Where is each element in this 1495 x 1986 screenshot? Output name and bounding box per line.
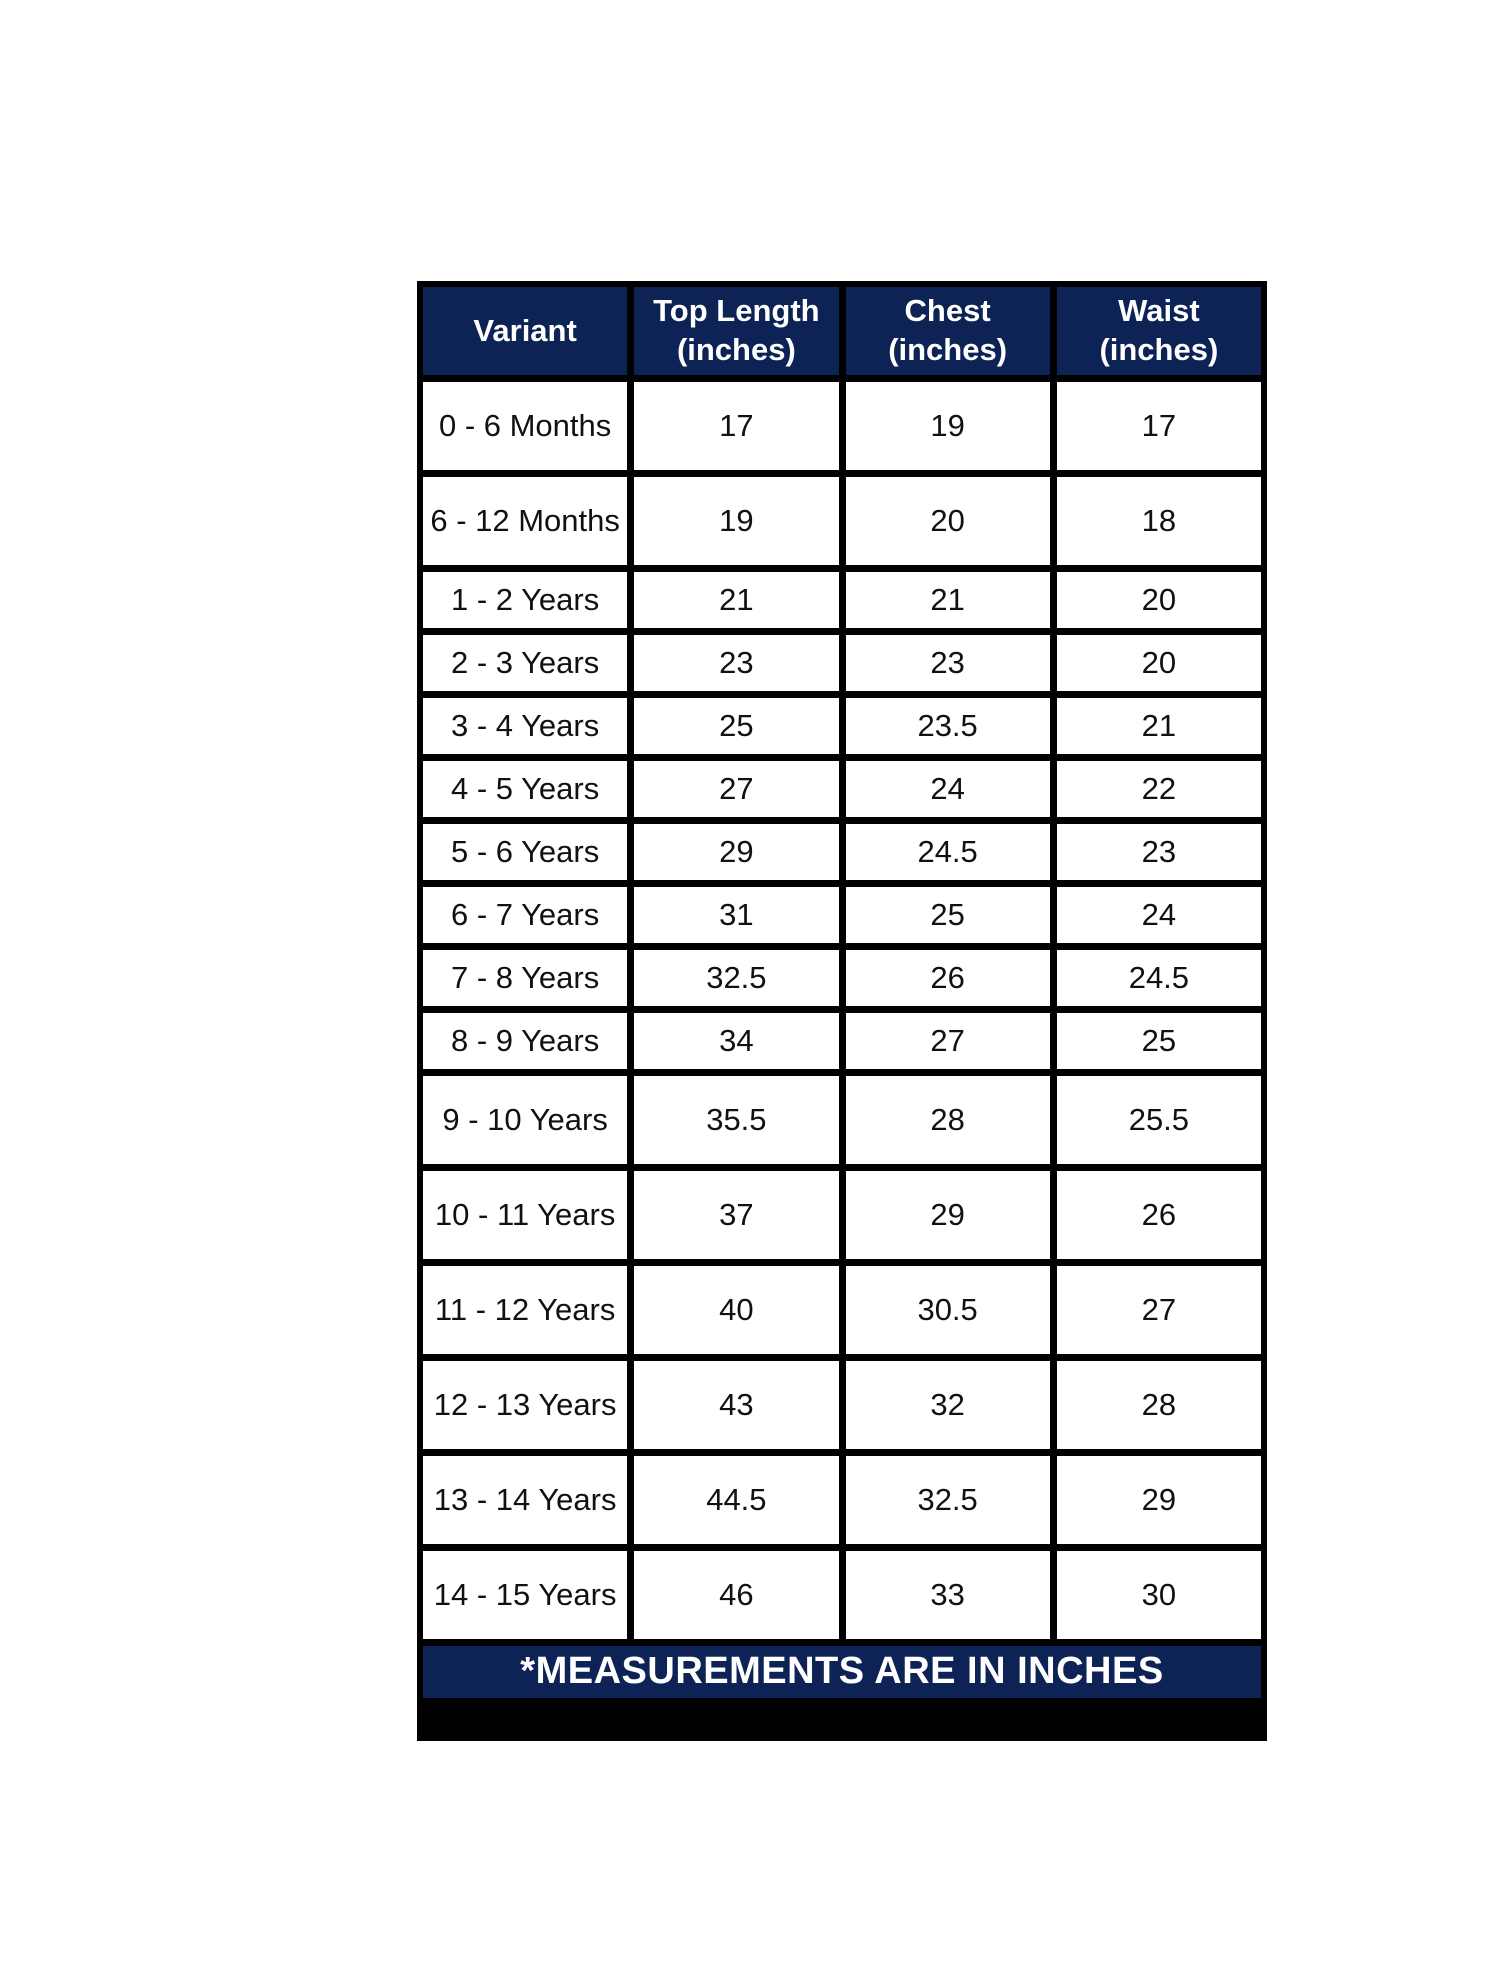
size-chart	[417, 281, 1267, 1741]
variant-cell: 8 - 9 Years	[423, 1013, 627, 1069]
table-body	[423, 382, 1261, 1639]
waist-cell: 25.5	[1057, 1076, 1261, 1164]
waist-cell: 23	[1057, 824, 1261, 880]
chest-cell: 32.5	[846, 1456, 1050, 1544]
chest-cell: 20	[846, 477, 1050, 565]
top-length-cell: 29	[634, 824, 838, 880]
top-length-cell: 21	[634, 572, 838, 628]
waist-cell: 21	[1057, 698, 1261, 754]
top-length-cell: 25	[634, 698, 838, 754]
waist-cell: 17	[1057, 382, 1261, 470]
variant-cell: 12 - 13 Years	[423, 1361, 627, 1449]
table-row	[423, 698, 1261, 754]
footer-row	[423, 1646, 1261, 1698]
variant-cell: 14 - 15 Years	[423, 1551, 627, 1639]
chest-cell: 23	[846, 635, 1050, 691]
variant-cell: 0 - 6 Months	[423, 382, 627, 470]
variant-cell: 6 - 12 Months	[423, 477, 627, 565]
waist-cell: 18	[1057, 477, 1261, 565]
chest-cell: 26	[846, 950, 1050, 1006]
size-table	[416, 280, 1268, 1705]
variant-cell: 4 - 5 Years	[423, 761, 627, 817]
waist-cell: 24	[1057, 887, 1261, 943]
waist-cell: 28	[1057, 1361, 1261, 1449]
header-variant: Variant	[423, 287, 627, 375]
variant-cell: 5 - 6 Years	[423, 824, 627, 880]
table-row	[423, 572, 1261, 628]
table-row	[423, 477, 1261, 565]
table-row	[423, 635, 1261, 691]
top-length-cell: 17	[634, 382, 838, 470]
top-length-cell: 31	[634, 887, 838, 943]
table-row	[423, 950, 1261, 1006]
chest-cell: 33	[846, 1551, 1050, 1639]
waist-cell: 26	[1057, 1171, 1261, 1259]
header-row	[423, 287, 1261, 375]
chest-cell: 21	[846, 572, 1050, 628]
table-row	[423, 1551, 1261, 1639]
table-row	[423, 382, 1261, 470]
chest-cell: 24.5	[846, 824, 1050, 880]
waist-cell: 27	[1057, 1266, 1261, 1354]
header-chest: Chest (inches)	[846, 287, 1050, 375]
top-length-cell: 34	[634, 1013, 838, 1069]
footer-note: *MEASUREMENTS ARE IN INCHES	[423, 1646, 1261, 1698]
waist-cell: 25	[1057, 1013, 1261, 1069]
top-length-cell: 46	[634, 1551, 838, 1639]
table-row	[423, 824, 1261, 880]
variant-cell: 3 - 4 Years	[423, 698, 627, 754]
top-length-cell: 37	[634, 1171, 838, 1259]
variant-cell: 2 - 3 Years	[423, 635, 627, 691]
table-row	[423, 1361, 1261, 1449]
chest-cell: 30.5	[846, 1266, 1050, 1354]
top-length-cell: 35.5	[634, 1076, 838, 1164]
table-row	[423, 887, 1261, 943]
variant-cell: 9 - 10 Years	[423, 1076, 627, 1164]
top-length-cell: 40	[634, 1266, 838, 1354]
chest-cell: 19	[846, 382, 1050, 470]
top-length-cell: 23	[634, 635, 838, 691]
table-row	[423, 1266, 1261, 1354]
variant-cell: 7 - 8 Years	[423, 950, 627, 1006]
table-row	[423, 1456, 1261, 1544]
variant-cell: 6 - 7 Years	[423, 887, 627, 943]
header-top-length: Top Length (inches)	[634, 287, 838, 375]
variant-cell: 11 - 12 Years	[423, 1266, 627, 1354]
variant-cell: 1 - 2 Years	[423, 572, 627, 628]
chest-cell: 27	[846, 1013, 1050, 1069]
chest-cell: 29	[846, 1171, 1050, 1259]
waist-cell: 30	[1057, 1551, 1261, 1639]
chest-cell: 25	[846, 887, 1050, 943]
variant-cell: 13 - 14 Years	[423, 1456, 627, 1544]
top-length-cell: 44.5	[634, 1456, 838, 1544]
header-waist: Waist (inches)	[1057, 287, 1261, 375]
waist-cell: 24.5	[1057, 950, 1261, 1006]
top-length-cell: 27	[634, 761, 838, 817]
variant-cell: 10 - 11 Years	[423, 1171, 627, 1259]
table-row	[423, 1013, 1261, 1069]
chest-cell: 32	[846, 1361, 1050, 1449]
top-length-cell: 43	[634, 1361, 838, 1449]
table-row	[423, 1171, 1261, 1259]
waist-cell: 22	[1057, 761, 1261, 817]
waist-cell: 20	[1057, 572, 1261, 628]
chest-cell: 23.5	[846, 698, 1050, 754]
table-row	[423, 1076, 1261, 1164]
top-length-cell: 32.5	[634, 950, 838, 1006]
top-length-cell: 19	[634, 477, 838, 565]
waist-cell: 20	[1057, 635, 1261, 691]
waist-cell: 29	[1057, 1456, 1261, 1544]
chest-cell: 24	[846, 761, 1050, 817]
table-row	[423, 761, 1261, 817]
chest-cell: 28	[846, 1076, 1050, 1164]
